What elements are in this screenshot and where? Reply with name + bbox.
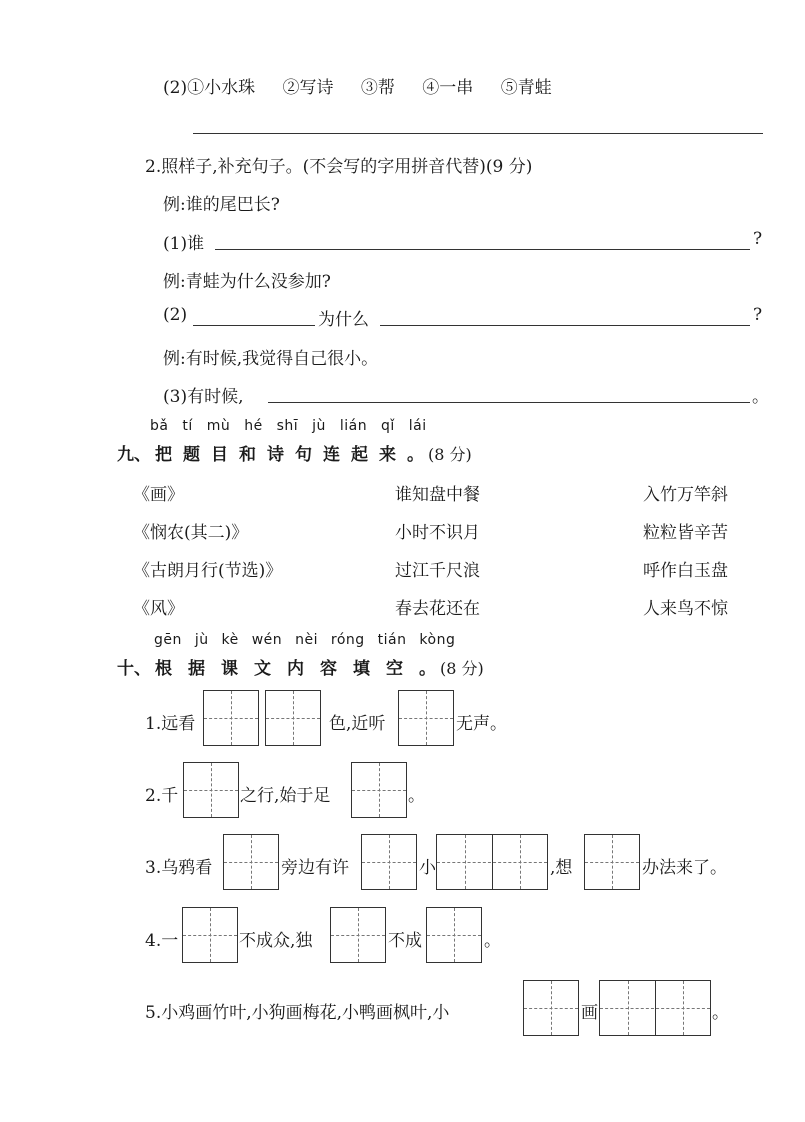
tianzige-box[interactable] [223,834,279,890]
tianzige-box[interactable] [584,834,640,890]
tianzige-box[interactable] [426,907,482,963]
fill-q2-text: 2.千 [145,786,179,806]
sentence-1-blank[interactable] [215,249,750,250]
fill-q4-text: 4.一 [145,931,179,951]
fill-q4-text: 。 [484,931,501,951]
section-10-pinyin: gēn jù kè wén nèi róng tián kòng [154,632,456,648]
sentence-2-blank-b[interactable] [380,325,750,326]
sentence-1-prefix: (1)谁 [163,234,205,254]
section-9-number: 九、 [117,445,151,465]
fill-q5-text: 画 [581,1003,598,1023]
tianzige-box[interactable] [351,762,407,818]
poem-line-a[interactable]: 春去花还在 [395,599,480,619]
fill-q2-text: 之行,始于足 [240,786,331,806]
poem-line-a[interactable]: 谁知盘中餐 [395,485,480,505]
fill-q3-text: ,想 [550,858,573,878]
tianzige-box[interactable] [398,690,454,746]
tianzige-box[interactable] [182,907,238,963]
sentence-2-mid: 为什么 [318,310,369,330]
tianzige-box[interactable] [330,907,386,963]
section-10-heading: 十、 根 据 课 文 内 容 填 空 。 (8 分) [117,654,484,679]
fill-q3-text: 小 [419,858,436,878]
sentence-1-end: ? [753,229,763,249]
section-9-heading: 九、 把 题 目 和 诗 句 连 起 来 。 (8 分) [117,440,472,465]
poem-line-a[interactable]: 过江千尺浪 [395,561,480,581]
example-1: 例:谁的尾巴长? [163,195,280,215]
fill-q1-text: 无声。 [456,714,507,734]
poem-line-b[interactable]: 粒粒皆辛苦 [643,523,728,543]
poem-title[interactable]: 《风》 [133,599,184,619]
fill-q5-text: 。 [712,1003,729,1023]
fill-q4-text: 不成 [388,931,422,951]
section-10-score: (8 分) [440,659,484,678]
sentence-3-blank[interactable] [268,402,750,403]
question-2-title: 2.照样子,补充句子。(不会写的字用拼音代替)(9 分) [145,157,533,177]
poem-title[interactable]: 《悯农(其二)》 [133,523,249,543]
tianzige-box[interactable] [361,834,417,890]
sentence-2-blank-a[interactable] [193,325,315,326]
example-2: 例:青蛙为什么没参加? [163,272,331,292]
fill-q5-text: 5.小鸡画竹叶,小狗画梅花,小鸭画枫叶,小 [145,1003,450,1023]
section-9-score: (8 分) [428,445,472,464]
poem-line-b[interactable]: 呼作白玉盘 [643,561,728,581]
answer-options-line: (2)①小水珠 ②写诗 ③帮 ④一串 ⑤青蛙 [163,78,552,98]
tianzige-box[interactable] [523,980,579,1036]
fill-q1-text: 色,近听 [329,714,386,734]
tianzige-box[interactable] [183,762,239,818]
fill-q1-text: 1.远看 [145,714,196,734]
sentence-2-end: ? [753,305,763,325]
sentence-3-end: 。 [752,387,769,407]
fill-q4-text: 不成众,独 [239,931,313,951]
fill-q2-text: 。 [408,786,425,806]
poem-title[interactable]: 《画》 [133,485,184,505]
tianzige-box-double[interactable] [599,980,711,1036]
poem-line-a[interactable]: 小时不识月 [395,523,480,543]
tianzige-box-double[interactable] [436,834,548,890]
example-3: 例:有时候,我觉得自己很小。 [163,349,379,369]
poem-title[interactable]: 《古朗月行(节选)》 [133,561,283,581]
sentence-2-prefix: (2) [163,305,188,325]
poem-line-b[interactable]: 入竹万竿斜 [643,485,728,505]
poem-line-b[interactable]: 人来鸟不惊 [643,599,728,619]
section-9-pinyin: bǎ tí mù hé shī jù lián qǐ lái [150,418,427,434]
section-10-number: 十、 [117,659,151,679]
tianzige-box[interactable] [265,690,321,746]
answer-line [193,133,763,134]
fill-q3-text: 办法来了。 [642,858,727,878]
fill-q3-text: 3.乌鸦看 [145,858,213,878]
sentence-3-prefix: (3)有时候, [163,387,244,407]
tianzige-box[interactable] [203,690,259,746]
fill-q3-text: 旁边有许 [281,858,349,878]
